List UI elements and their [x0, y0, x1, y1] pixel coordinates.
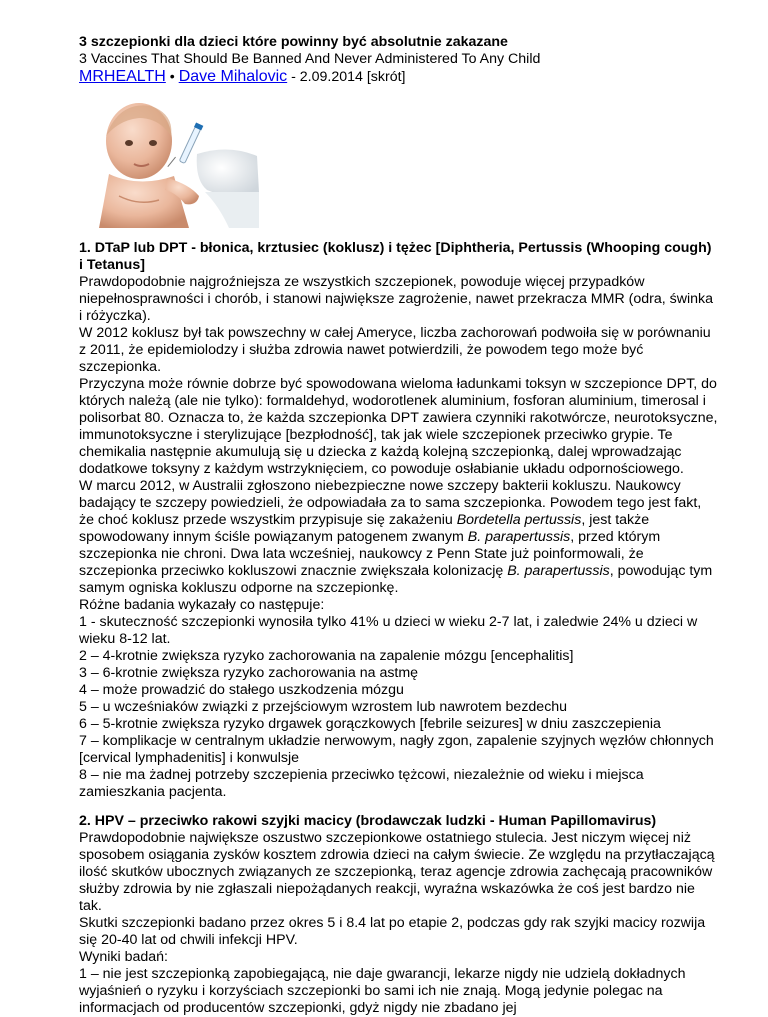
section1-paragraph: Różne badania wykazały co następuje: [79, 597, 325, 613]
list-item: 1 - skuteczność szczepionki wynosiła tylko 41% u dzieci w wieku 2-7 lat, i zaledwie 24% u dzieci w wieku 8-12 lat. [79, 614, 698, 647]
source-link[interactable]: MRHEALTH [79, 68, 166, 85]
byline-separator: • [165, 69, 179, 85]
section-heading-hpv: 2. HPV – przeciwko rakowi szyjki macicy (brodawczak ludzki - Human Papillomavirus) [79, 813, 657, 829]
byline [79, 68, 719, 86]
list-item: 7 – komplikacje w centralnym układzie nerwowym, nagły zgon, zapalenie szyjnych węzłów chłonnych [cervical lymphadenitis] i konwulsje [79, 733, 714, 766]
list-item: 4 – może prowadzić do stałego uszkodzenia mózgu [79, 682, 404, 698]
section1-paragraph: Prawdopodobnie najgroźniejsza ze wszystkich szczepionek, powoduje więcej przypadków niepełnosprawności i chorób, i stanowi największe zagrożenie, nawet przekracza MMR (odra, świnka i różyczka). [79, 274, 713, 324]
text-run: W marcu 2012, w Australii zgłoszono niebezpieczne nowe szczepy bakterii kokluszu. Naukowcy badający te szczepy powiedzieli, że odpowiadała za to sama szczepionka. Powodem tego jest fakt, że choć koklusz przede wszystkim przypisuje się zakażeniu [79, 478, 702, 528]
species-name: B. parapertussis [507, 563, 610, 579]
species-name: B. parapertussis [467, 529, 571, 545]
section-heading-dtap: 1. DTaP lub DPT - błonica, krztusiec (koklusz) i tężec [Diphtheria, Pertussis (Whooping cough) i Tetanus] [79, 240, 712, 273]
list-item: 2 – 4-krotnie zwiększa ryzyko zachorowania na zapalenie mózgu [encephalitis] [79, 648, 574, 664]
byline-date: - 2.09.2014 [skrót] [287, 69, 406, 85]
section2-paragraph: Wyniki badań: [79, 949, 168, 965]
article-title: 3 szczepionki dla dzieci które powinny być absolutnie zakazane [79, 34, 508, 50]
section2-paragraph: Skutki szczepionki badano przez okres 5 i 8.4 lat po etapie 2, podczas gdy rak szyjki macicy rozwija się 20-40 lat od chwili infekcji HPV. [79, 915, 706, 948]
list-item: 8 – nie ma żadnej potrzeby szczepienia przeciwko tężcowi, niezależnie od wieku i miejsca zamieszkania pacjenta. [79, 767, 644, 800]
section1-paragraph: W 2012 koklusz był tak powszechny w całej Ameryce, liczba zachorowań podwoiła się w porównaniu z 2011, że epidemiolodzy i służba zdrowia nawet potwierdzili, że powodem tego może być szczepionka. [79, 325, 711, 375]
author-link[interactable]: Dave Mihalovic [178, 68, 288, 85]
baby-vaccination-illustration [79, 96, 259, 228]
text-run: , jest także spowodowany innym ściśle powiązanym patogenem zwanym [79, 512, 650, 545]
section1-paragraph [79, 478, 719, 597]
section2-paragraph: 1 – nie jest szczepionką zapobiegającą, nie daje gwarancji, lekarze nigdy nie udzielą dokładnych wyjaśnień o ryzyku i korzyściach szczepionki bo sami ich nie znają. Mogą jedynie polegac na informacjach od producentów szczepionki, gdyż nigdy nie zbadano jej [79, 966, 686, 1016]
baby-vaccination-photo [79, 96, 259, 228]
list-item: 3 – 6-krotnie zwiększa ryzyko zachorowania na astmę [79, 665, 419, 681]
section2-paragraph: Prawdopodobnie największe oszustwo szczepionkowe ostatniego stulecia. Jest niczym więcej niż sposobem osiągania zysków kosztem zdrowia dzieci na całym świecie. Ze względu na przytłaczającą ilość skutków ubocznych związanych ze szczepionką, teraz agencje zdrowia zachęcają pracowników służby zdrowia by nie zgłaszali niepożądanych reakcji, wyraźna wskazówka że coś jest bardzo nie tak. [79, 830, 715, 914]
section1-paragraph: Przyczyna może równie dobrze być spowodowana wieloma ładunkami toksyn w szczepionce DPT, do których należą (ale nie tylko): formaldehyd, wodorotlenek aluminium, fosforan aluminium, timerosal i polisorbat 80. Oznacza to, że każda szczepionka DPT zawiera czynniki rakotwórcze, neurotoksyczne, immunotoksyczne i sterylizujące [bezpłodność], tak jak wiele szczepionek przeciwko grypie. Te chemikalia następnie akumulują się u dziecka z każdą kolejną szczepionką, dalej wprowadzając dodatkowe toksyny z każdym wstrzyknięciem, co powoduje osłabianie układu odpornościowego. [79, 376, 718, 477]
text-run: , powodując tym samym ogniska kokluszu odporne na szczepionkę. [79, 563, 713, 596]
text-run: , przed którym szczepionka nie chroni. Dwa lata wcześniej, naukowcy z Penn State już poinformowali, że szczepionka przeciwko kokluszowi znacznie zwiększała kolonizację [79, 529, 661, 579]
species-name: Bordetella pertussis [456, 512, 582, 528]
article [79, 34, 719, 1017]
article-subtitle: 3 Vaccines That Should Be Banned And Never Administered To Any Child [79, 51, 541, 67]
list-item: 6 – 5-krotnie zwiększa ryzyko drgawek gorączkowych [febrile seizures] w dniu zaszczepienia [79, 716, 661, 732]
list-item: 5 – u wcześniaków związki z przejściowym wzrostem lub nawrotem bezdechu [79, 699, 568, 715]
